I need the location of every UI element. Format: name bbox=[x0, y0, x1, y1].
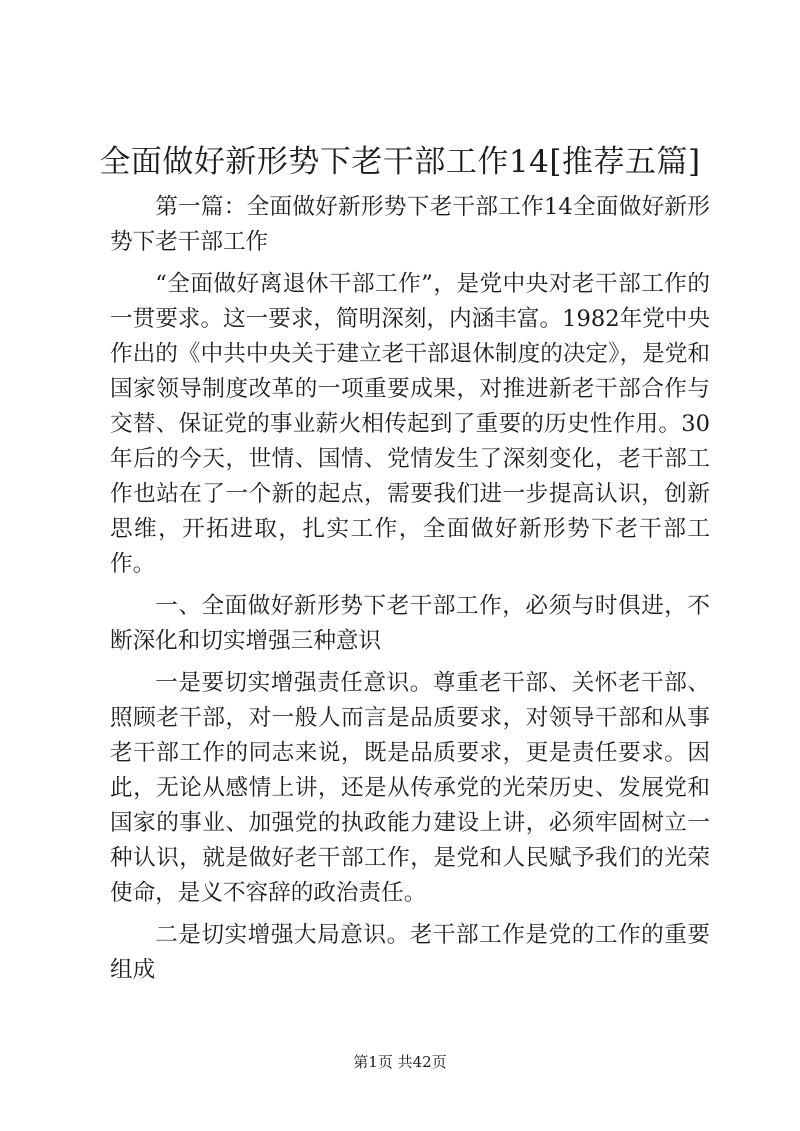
document-body bbox=[110, 190, 710, 988]
paragraph: 一是要切实增强责任意识。尊重老干部、关怀老干部、照顾老干部，对一般人而言是品质要求，对领导干部和从事老干部工作的同志来说，既是品质要求，更是责任要求。因此，无论从感情上讲，还是从传承党的光荣历史、发展党和国家的事业、加强党的执政能力建设上讲，必须牢固树立一种认识，就是做好老干部工作，是党和人民赋予我们的光荣使命，是义不容辞的政治责任。 bbox=[110, 670, 710, 906]
paragraph: 第一篇：全面做好新形势下老干部工作14全面做好新形势下老干部工作 bbox=[110, 194, 710, 255]
paragraph: “全面做好离退休干部工作”，是党中央对老干部工作的一贯要求。这一要求，简明深刻，内涵丰富。1982年党中央作出的《中共中央关于建立老干部退休制度的决定》，是党和国家领导制度改革的一项重要成果，对推进新老干部合作与交替、保证党的事业薪火相传起到了重要的历史性作用。30年后的今天，世情、国情、党情发生了深刻变化，老干部工作也站在了一个新的起点，需要我们进一步提高认识，创新思维，开拓进取，扎实工作，全面做好新形势下老干部工作。 bbox=[110, 271, 710, 577]
page-footer: 第1页 共42页 bbox=[353, 1053, 447, 1071]
paragraph: 一、全面做好新形势下老干部工作，必须与时俱进，不断深化和切实增强三种意识 bbox=[110, 593, 710, 654]
document-title: 全面做好新形势下老干部工作14[推荐五篇] bbox=[99, 144, 701, 180]
paragraph: 二是切实增强大局意识。老干部工作是党的工作的重要组成 bbox=[110, 922, 710, 983]
